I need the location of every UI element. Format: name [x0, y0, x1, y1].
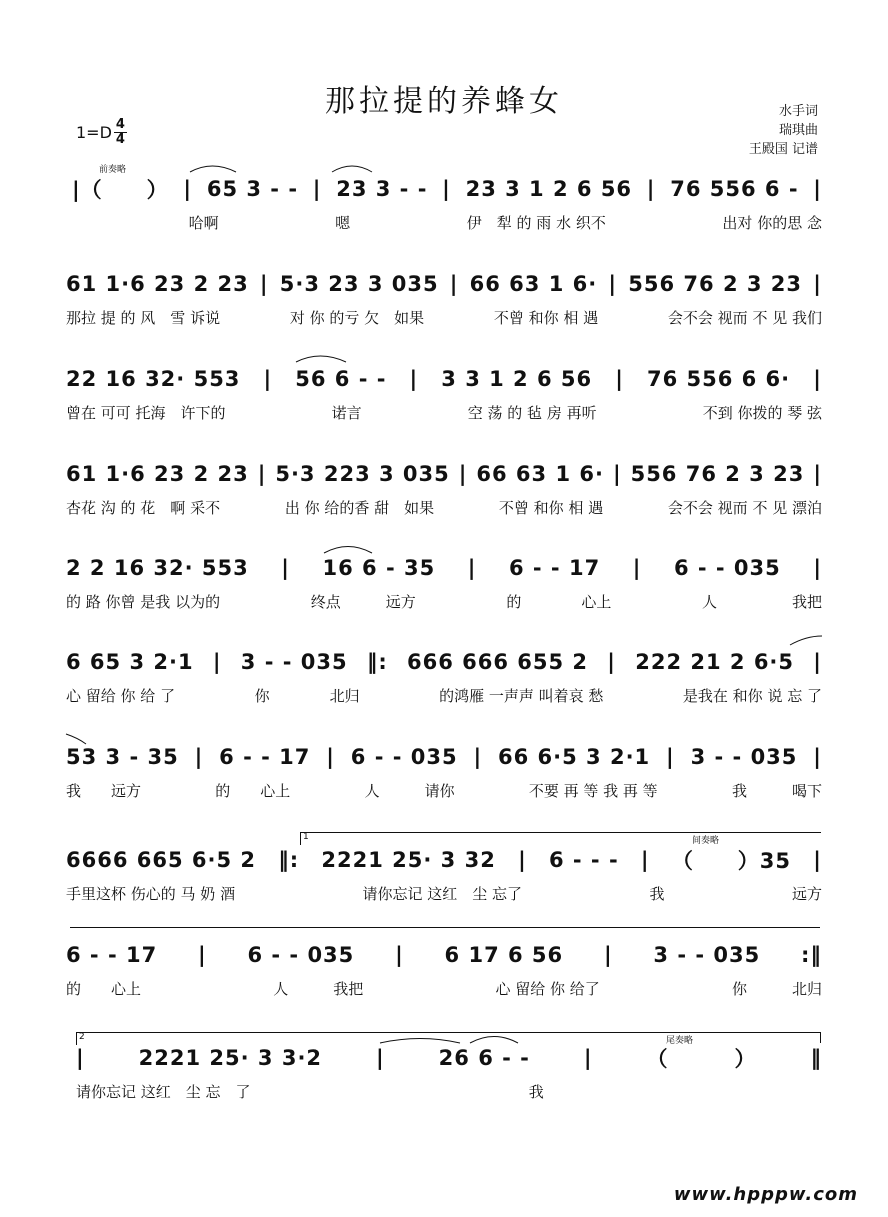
barline: | — [646, 177, 656, 201]
measure-notes: 6 - - 17 — [219, 745, 311, 769]
lyric-segment: 会不会 视而 不 见 我们 — [667, 308, 822, 327]
barline: ‖: — [278, 848, 300, 872]
lyric-segment: 心 留给 你 给 了 — [66, 686, 176, 705]
lyric-segment: 你 北归 — [731, 979, 822, 998]
barline: | — [583, 1046, 593, 1070]
time-signature-top: 4 — [115, 117, 125, 132]
barline: | — [640, 848, 650, 872]
slur — [470, 1037, 518, 1044]
barline: ‖: — [366, 650, 388, 674]
slur — [380, 1039, 460, 1044]
measure-notes: 6 - - 17 — [66, 943, 158, 967]
lyric-segment: 手里这杯 伤心的 马 奶 酒 — [66, 884, 236, 903]
measure-notes: 23 3 - - — [336, 177, 428, 201]
barline: | — [603, 943, 613, 967]
barline: | — [813, 462, 822, 486]
measure-notes: 53 3 - 35 — [66, 745, 179, 769]
measure-notes: 6 - - 035 — [350, 745, 458, 769]
measure-notes: 56 6 - - — [295, 367, 387, 391]
lyric-segment: 的鸿雁 一声声 叫着哀 愁 — [439, 686, 604, 705]
lyric-segment: 我 — [649, 884, 665, 903]
measure-notes: 3 - - 035 — [690, 745, 798, 769]
barline: | — [473, 745, 483, 769]
lyric-segment: 我 喝下 — [731, 781, 822, 800]
measure-notes: 6666 665 6·5 2 — [66, 848, 257, 872]
lyric-segment: 杏花 沟 的 花 啊 采不 — [66, 498, 221, 517]
measure-notes: 16 6 - 35 — [322, 556, 436, 580]
measure-notes: 2221 25· 3 3·2 — [138, 1046, 323, 1070]
outro-note: 尾奏略 — [666, 1036, 694, 1046]
barline: | — [449, 272, 459, 296]
barline: | — [409, 367, 419, 391]
lyric-segment: 的 路 你曾 是我 以为的 — [66, 592, 221, 611]
slur — [332, 166, 372, 172]
lyric-segment: 嗯 — [335, 213, 351, 232]
barline: | — [198, 943, 207, 967]
measure-notes: 66 6·5 3 2·1 — [498, 745, 651, 769]
slur — [66, 734, 86, 744]
barline: | — [813, 848, 822, 872]
slur — [790, 636, 822, 645]
lyric-segment: 那拉 提 的 风 雪 诉说 — [66, 308, 221, 327]
barline: | — [813, 745, 822, 769]
barline: | — [212, 650, 222, 674]
lyric-segment: 人 我把 — [701, 592, 822, 611]
barline: ‖ — [810, 1046, 822, 1070]
barline: | — [813, 177, 822, 201]
measure-notes: 22 16 32· 553 — [66, 367, 241, 391]
barline: | — [259, 272, 269, 296]
measure-notes: （ ） — [646, 1047, 757, 1071]
lyric-segment: 我 远方 — [66, 781, 142, 800]
measure-notes: 6 - - - — [548, 848, 619, 872]
interlude-note: 间奏略 — [692, 836, 720, 846]
measure-notes: 65 3 - - — [206, 177, 299, 201]
lyric-segment: 终点 远方 — [310, 592, 416, 611]
measure-notes: 61 1·6 23 2 23 — [66, 462, 249, 486]
barline: | — [395, 943, 404, 967]
barline: | — [467, 556, 477, 580]
barline: | — [376, 1046, 385, 1070]
lyric-segment: 空 荡 的 毡 房 再听 — [467, 403, 597, 422]
volta-label-1: 1 — [303, 832, 309, 842]
lyric-segment: 是我在 和你 说 忘 了 — [682, 686, 822, 705]
measure-notes: 556 76 2 3 23 — [628, 272, 803, 296]
measure-notes: 6 17 6 56 — [444, 943, 564, 967]
measure-notes: 6 - - 17 — [508, 556, 601, 580]
lyric-segment: 伊 犁 的 雨 水 织不 — [466, 213, 606, 232]
measure-notes: 666 666 655 2 — [406, 650, 589, 674]
measure-notes: 76 556 6 - — [670, 177, 799, 201]
song-title: 那拉提的养蜂女 — [325, 84, 563, 119]
intro-note: 前奏略 — [99, 165, 127, 175]
barline: | — [612, 462, 622, 486]
barline: :‖ — [801, 943, 822, 967]
measure-notes: 2221 25· 3 32 — [321, 848, 496, 872]
lyric-segment: 出 你 给的香 甜 如果 — [284, 498, 435, 517]
barline: | — [442, 177, 451, 201]
measure-notes: 61 1·6 23 2 23 — [66, 272, 249, 296]
barline: | — [281, 556, 290, 580]
barline: | — [312, 177, 322, 201]
composer-credit: 瑞琪曲 — [778, 123, 818, 138]
lyric-segment: 我 — [528, 1082, 544, 1101]
lyric-segment: 不要 再 等 我 再 等 — [528, 781, 658, 800]
lyric-segment: 的 心上 — [66, 979, 142, 998]
lyric-segment: 你 北归 — [254, 686, 360, 705]
barline: | — [518, 848, 527, 872]
lyric-segment: 对 你 的亏 欠 如果 — [289, 308, 425, 327]
barline: | — [263, 367, 273, 391]
barline: | — [76, 1046, 85, 1070]
transcriber-credit: 王殿国 记谱 — [748, 142, 818, 157]
barline: | — [608, 272, 618, 296]
lyric-segment: 人 我把 — [273, 979, 364, 998]
lyric-segment: 的 心上 — [215, 781, 291, 800]
measure-notes: 26 6 - - — [438, 1046, 530, 1070]
lyric-segment: 出对 你的思 念 — [722, 213, 822, 232]
measure-notes: 3 3 1 2 6 56 — [441, 367, 593, 391]
lyric-segment: 请你忘记 这红 尘 忘了 — [362, 884, 523, 903]
lyric-segment: 不到 你拨的 琴 弦 — [702, 403, 822, 422]
measure-notes: 3 - - 035 — [240, 650, 348, 674]
slur — [296, 356, 346, 362]
measure-notes: 6 - - 035 — [673, 556, 781, 580]
lyric-segment: 人 请你 — [364, 781, 455, 800]
measure-notes: 3 - - 035 — [653, 943, 761, 967]
measure-notes: |（ ） — [72, 178, 169, 202]
measure-notes: 556 76 2 3 23 — [630, 462, 805, 486]
measure-notes: 76 556 6 6· — [646, 367, 791, 391]
lyric-segment: 不曾 和你 相 遇 — [498, 498, 604, 517]
lyric-segment: 不曾 和你 相 遇 — [493, 308, 599, 327]
measure-notes: 5·3 23 3 035 — [279, 272, 439, 296]
site-watermark: www.hpppw.com — [673, 1184, 858, 1205]
barline: | — [632, 556, 642, 580]
slur — [190, 166, 236, 172]
slur — [324, 547, 372, 554]
lyric-segment: 曾在 可可 托海 许下的 — [66, 403, 226, 422]
barline: | — [813, 650, 822, 674]
measure-notes: 5·3 223 3 035 — [275, 462, 450, 486]
barline: | — [666, 745, 675, 769]
measure-notes: 6 - - 035 — [247, 943, 355, 967]
measure-notes: 222 21 2 6·5 — [635, 650, 795, 674]
lyric-segment: 心 留给 你 给了 — [495, 979, 600, 998]
lyric-segment: 远方 — [791, 884, 822, 903]
barline: | — [458, 462, 468, 486]
barline: | — [194, 745, 204, 769]
lyric-segment: 会不会 视而 不 见 漂泊 — [667, 498, 822, 517]
barline: | — [813, 367, 822, 391]
measure-notes: 2 2 16 32· 553 — [66, 556, 249, 580]
time-signature-bottom: 4 — [115, 132, 125, 147]
measure-notes: （ ）35 — [671, 849, 792, 873]
barline: | — [326, 745, 335, 769]
measure-notes: 66 63 1 6· — [476, 462, 604, 486]
barline: | — [607, 650, 616, 674]
lyric-segment: 诺言 — [331, 403, 362, 422]
barline: | — [813, 556, 822, 580]
barline: | — [615, 367, 624, 391]
lyric-segment: 哈啊 — [188, 213, 219, 232]
measure-notes: 6 65 3 2·1 — [66, 650, 194, 674]
lyric-segment: 的 心上 — [506, 592, 612, 611]
measure-notes: 23 3 1 2 6 56 — [465, 177, 633, 201]
volta-label-2: 2 — [79, 1032, 85, 1042]
measure-notes: 66 63 1 6· — [469, 272, 598, 296]
barline: | — [813, 272, 822, 296]
barline: | — [183, 177, 193, 201]
lyric-segment: 请你忘记 这红 尘 忘 了 — [76, 1082, 251, 1101]
key-label: 1=D — [76, 123, 112, 142]
lyricist-credit: 水手词 — [778, 104, 818, 119]
barline: | — [257, 462, 267, 486]
